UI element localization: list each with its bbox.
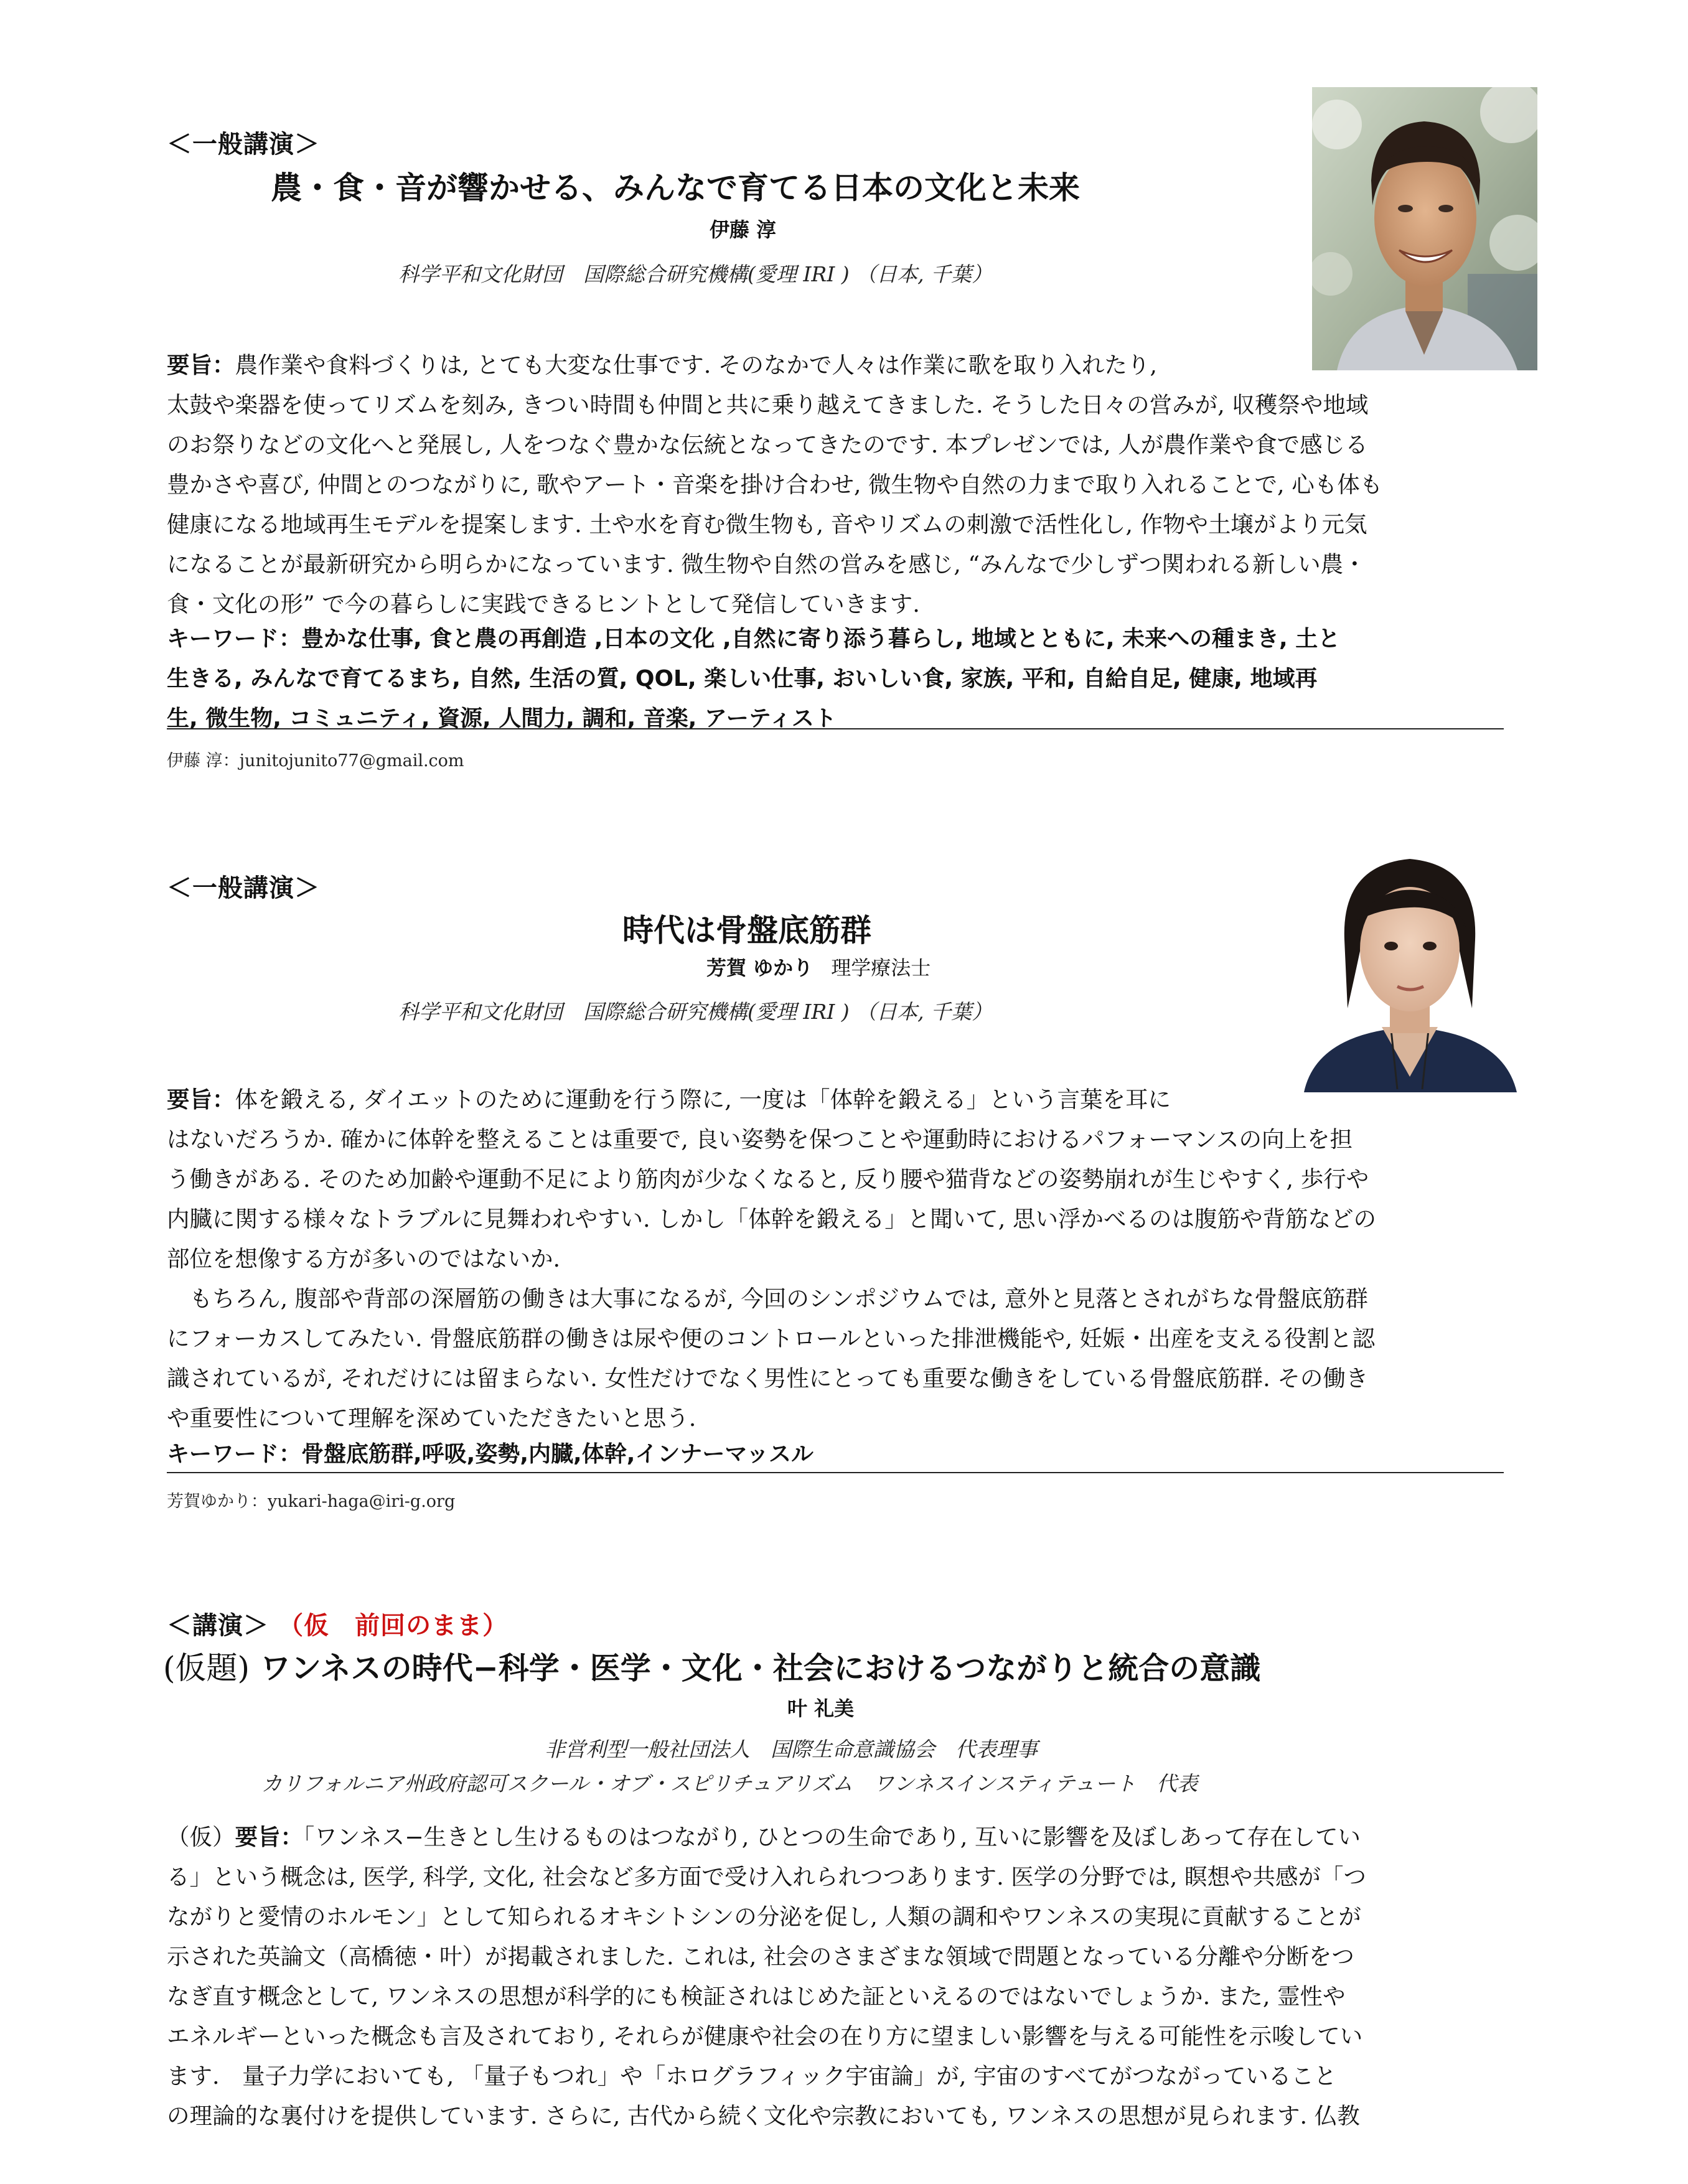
section2-abstract-line: 識されているが, それだけには留まらない. 女性だけでなく男性にとっても重要な働きをしている骨盤底筋群. その働き: [167, 1365, 1369, 1392]
section1-abstract-line: 健康になる地域再生モデルを提案します. 土や水を育む微生物も, 音やリズムの刺激で活性化し, 作物や土壌がより元気: [167, 511, 1367, 538]
section2-email: 芳賀ゆかり：yukari-haga@iri-g.org: [167, 1492, 456, 1511]
section3-label: ＜講演＞: [167, 1611, 269, 1640]
section3-abstract-line: 「ワンネス−生きとし生けるものはつながり, ひとつの生命であり, 互いに影響を及ぼしあって存在してい: [303, 1824, 1361, 1850]
section2-author-line: [706, 952, 931, 981]
section3-abstract: [167, 1817, 1511, 2136]
section1-label: ＜一般講演＞: [167, 130, 320, 159]
section1-abstract-line: 豊かさや喜び, 仲間とのつながりに, 歌やアート・音楽を掛け合わせ, 微生物や自然の力まで取り入れることで, 心も体も: [167, 471, 1383, 498]
section2-author-role: 理学療法士: [831, 956, 931, 980]
section1-abstract-line: 太鼓や楽器を使ってリズムを刻み, きつい時間も仲間と共に乗り越えてきました. そうした日々の営みが, 収穫祭や地域: [167, 391, 1369, 418]
section3-abstract-prefix: （仮）: [167, 1824, 235, 1850]
section3-label-note: （仮 前回のまま）: [278, 1611, 509, 1640]
section1-abstract-line: のお祭りなどの文化へと発展し, 人をつなぐ豊かな伝統となってきたのです. 本プレゼンでは, 人が農作業や食で感じる: [167, 431, 1368, 458]
section2-abstract-line: にフォーカスしてみたい. 骨盤底筋群の働きは尿や便のコントロールといった排泄機能や, 妊娠・出産を支える役割と認: [167, 1325, 1376, 1352]
section1-keywords-line: キーワード：豊かな仕事, 食と農の再創造 ,日本の文化 ,自然に寄り添う暮らし, 地域とともに, 未来への種まき, 土と: [167, 626, 1341, 652]
section3-abstract-line: 示された英論文（高橋徳・叶）が掲載されました. これは, 社会のさまざまな領域で問題となっている分離や分断をつ: [167, 1943, 1354, 1970]
section1-abstract-label: 要旨：: [167, 352, 235, 378]
section1-abstract-line: になることが最新研究から明らかになっています. 微生物や自然の営みを感じ, “みんなで少しずつ関われる新しい農・: [167, 551, 1366, 578]
section3-abstract-line: ながりと愛情のホルモン」として知られるオキシトシンの分泌を促し, 人類の調和やワンネスの実現に貢献することが: [167, 1903, 1361, 1930]
section1-divider: [167, 728, 1504, 729]
section1-abstract: [167, 345, 1511, 624]
section1-author: 伊藤 淳: [710, 218, 777, 241]
section1-author-photo: [1312, 87, 1537, 370]
section2-author: 芳賀 ゆかり: [706, 956, 814, 980]
section2-title: 時代は骨盤底筋群: [622, 912, 871, 949]
section2-keywords: キーワード：骨盤底筋群,呼吸,姿勢,内臓,体幹,インナーマッスル: [167, 1441, 814, 1467]
section1-abstract-line: 農作業や食料づくりは, とても大変な仕事です. そのなかで人々は作業に歌を取り入れたり,: [235, 352, 1158, 378]
section3-abstract-line: の理論的な裏付けを提供しています. さらに, 古代から続く文化や宗教においても, ワンネスの思想が見られます. 仏教: [167, 2102, 1360, 2129]
section2-label: ＜一般講演＞: [167, 874, 320, 902]
section1-email: 伊藤 淳：junitojunito77@gmail.com: [167, 751, 464, 771]
section1-keywords-line: 生, 微生物, コミュニティ, 資源, 人間力, 調和, 音楽, アーティスト: [167, 706, 837, 731]
section2-abstract-line: 内臓に関する様々なトラブルに見舞われやすい. しかし「体幹を鍛える」と聞いて, 思い浮かべるのは腹筋や背筋などの: [167, 1206, 1376, 1232]
section2-abstract-line: はないだろうか. 確かに体幹を整えることは重要で, 良い姿勢を保つことや運動時におけるパフォーマンスの向上を担: [167, 1126, 1353, 1153]
section2-abstract-line: 体を鍛える, ダイエットのために運動を行う際に, 一度は「体幹を鍛える」という言葉を耳に: [235, 1086, 1171, 1113]
section2-divider: [167, 1472, 1504, 1473]
section2-abstract-line: や重要性について理解を深めていただきたいと思う.: [167, 1405, 696, 1432]
section3-abstract-line: る」という概念は, 医学, 科学, 文化, 社会など多方面で受け入れられつつあります. 医学の分野では, 瞑想や共感が「つ: [167, 1863, 1366, 1890]
section3-author: 叶 礼美: [787, 1697, 855, 1720]
section3-title-line: [163, 1643, 1260, 1688]
section3-label-line: [167, 1606, 508, 1641]
section1-keywords: [167, 619, 1511, 739]
section1-title: 農・食・音が響かせる、みんなで育てる日本の文化と未来: [271, 170, 1080, 206]
section3-abstract-label: 要旨：: [235, 1824, 303, 1850]
section2-abstract-line: もちろん, 腹部や背部の深層筋の働きは大事になるが, 今回のシンポジウムでは, 意外と見落とされがちな骨盤底筋群: [167, 1285, 1368, 1312]
section2-abstract-line: 部位を想像する方が多いのではないか.: [167, 1245, 561, 1272]
section2-abstract-label: 要旨：: [167, 1086, 235, 1113]
section1-abstract-line: 食・文化の形” で今の暮らしに実践できるヒントとして発信していきます.: [167, 591, 920, 617]
section3-abstract-line: エネルギーといった概念も言及されており, それらが健康や社会の在り方に望ましい影響を与える可能性を示唆してい: [167, 2023, 1363, 2050]
section2-abstract-line: う働きがある. そのため加齢や運動不足により筋肉が少なくなると, 反り腰や猫背などの姿勢崩れが生じやすく, 歩行や: [167, 1166, 1369, 1193]
section3-affiliation-1: 非営利型一般社団法人 国際生命意識協会 代表理事: [545, 1737, 1038, 1761]
section3-title: ワンネスの時代−科学・医学・文化・社会におけるつながりと統合の意識: [260, 1651, 1261, 1686]
section2-affiliation: 科学平和文化財団 国際総合研究機構(愛理 IRI ) （日本, 千葉）: [398, 1000, 993, 1024]
section2-abstract: [167, 1080, 1511, 1438]
section1-keywords-line: 生きる, みんなで育てるまち, 自然, 生活の質, QOL, 楽しい仕事, おいしい食, 家族, 平和, 自給自足, 健康, 地域再: [167, 666, 1318, 691]
section1-affiliation: 科学平和文化財団 国際総合研究機構(愛理 IRI ) （日本, 千葉）: [398, 262, 993, 286]
section3-abstract-line: ます. 量子力学においても, 「量子もつれ」や「ホログラフィック宇宙論」が, 宇宙のすべてがつながっていること: [167, 2063, 1337, 2089]
section3-affiliation-2: カリフォルニア州政府認可スクール・オブ・スピリチュアリズム ワンネスインスティテュート 代表: [261, 1771, 1198, 1796]
section2-author-photo: [1285, 828, 1534, 1092]
section3-title-prefix: (仮題): [163, 1650, 250, 1686]
section3-abstract-line: なぎ直す概念として, ワンネスの思想が科学的にも検証されはじめた証といえるのではないでしょうか. また, 霊性や: [167, 1983, 1346, 2010]
